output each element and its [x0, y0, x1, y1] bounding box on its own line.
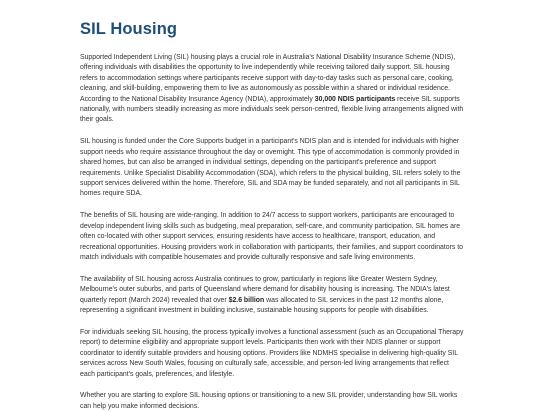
paragraph — [80, 391, 464, 412]
paragraph — [80, 211, 464, 263]
paragraph — [80, 275, 464, 317]
page-title: SIL Housing — [80, 20, 178, 38]
highlighted-figure: 30,000 NDIS participants — [314, 95, 396, 103]
paragraph — [80, 137, 464, 199]
paragraph-text: Supported Independent Living (SIL) housing plays a crucial role in Australia's National Disability Insurance Scheme (NDIS), offering individuals with disabilities the opportunity to live independently while receiving tailored daily support. SIL housing refers to accommodation settings where participants receive support with day-to-day tasks such as personal care, cooking, cleaning, and skill-building, empowering them to live as autonomously as possible within a shared or individual residence. According to the National Disability Insurance Agency (NDIA), approximately — [80, 54, 456, 103]
highlighted-figure: $2.6 billion — [228, 296, 265, 304]
paragraph-text: The benefits of SIL housing are wide-ranging. In addition to 24/7 access to support workers, participants are encouraged to develop independent living skills such as budgeting, meal preparation, self-care, and community participation. SIL homes are often co-located with other support services, ensuring residents have access to healthcare, transport, education, and recreational opportunities. Housing providers work in collaboration with participants, their families, and support coordinators to match individuals with compatible housemates and provide culturally responsive and safe living environments. — [80, 212, 464, 261]
paragraph-text: receive SIL supports nationally, with numbers steadily increasing as more individuals seek person-centred, flexible living arrangements aligned with their goals. — [80, 95, 464, 124]
article-body — [80, 53, 464, 412]
paragraph-text: Whether you are starting to explore SIL housing options or transitioning to a new SIL provider, understanding how SIL works can help you make informed decisions. — [80, 392, 458, 410]
paragraph-text: The availability of SIL housing across Australia continues to grow, particularly in regions like Greater Western Sydney, Melbourne's outer suburbs, and parts of Queensland where demand for disability housing is increasing. The NDIA's latest quarterly report (March 2024) revealed that over — [80, 275, 450, 304]
paragraph — [80, 53, 464, 126]
paragraph-text: SIL housing is funded under the Core Supports budget in a participant's NDIS plan and is intended for individuals with higher support needs who require assistance throughout the day or overnight. This type of accommodation is commonly provided in shared homes, but can also be arranged in individual settings, depending on the participant's preference and support requirements. Unlike Specialist Disability Accommodation (SDA), which refers to the physical building, SIL refers solely to the support services delivered within the home. Therefore, SIL and SDA may be funded separately, and not all participants in SIL homes require SDA. — [80, 138, 461, 198]
paragraph — [80, 328, 464, 380]
paragraph-text: was allocated to SIL services in the past 12 months alone, representing a significant investment in building inclusive, sustainable housing supports for people with disabilities. — [80, 296, 444, 315]
paragraph-text: For individuals seeking SIL housing, the process typically involves a functional assessment (such as an Occupational Therapy report) to determine eligibility and appropriate support levels. Participants then work with their NDIS planner or support coordinator to identify suitable providers and housing options. Providers like NDMHS specialise in delivering high-quality SIL services across New South Wales, focusing on culturally safe, accessible, and person-led living arrangements that reflect each participant's goals, preferences, and lifestyle. — [80, 328, 464, 378]
